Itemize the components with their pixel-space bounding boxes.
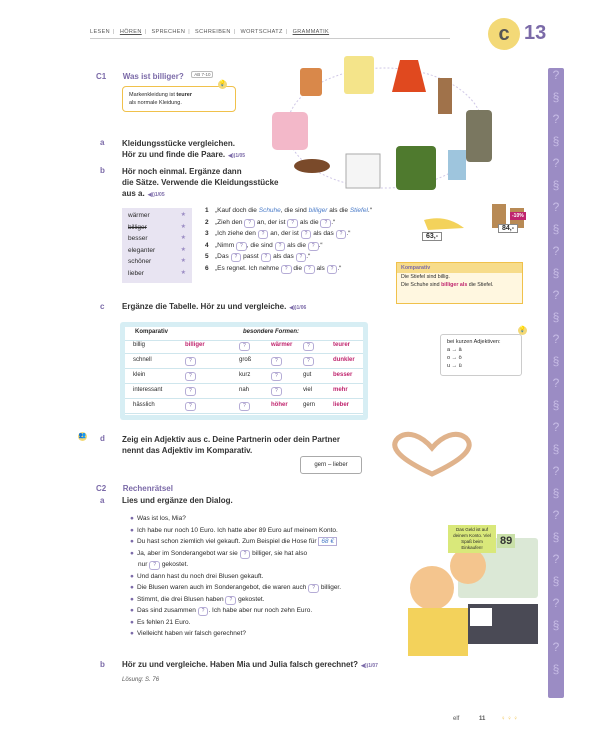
sentence-4: 4 „Nimm ? , die sind ? als die ? .“ [205,241,323,249]
price-tag-2: 84,- [498,224,518,233]
dialog-line: ● Vielleicht haben wir falsch gerechnet? [130,630,246,637]
table-cell: ? [185,357,196,366]
boots-icon [438,78,452,114]
speech-bubble: gern – lieber [300,456,362,474]
c1b-label: b [100,166,105,175]
dialog-line: ● Ich habe nur noch 10 Euro. Ich hatte aber 89 Euro auf meinem Konto. [130,526,338,534]
dress-icon [272,112,308,150]
dialog-line: ● Was ist los, Mia? [130,515,186,522]
table-cell: gut [303,372,312,378]
dialog-line: ● Es fehlen 21 Euro. [130,618,191,626]
gloves-icon [300,68,322,96]
sentence-2: 2 „Zieh den ? an, der ist ? als die ? .“ [205,218,336,226]
table-header: Komparativ besondere Formen: [125,327,363,341]
table-cell: höher [271,402,288,408]
table-cell: ? [239,342,250,351]
table-cell: hässlich [133,402,155,408]
c1-heading [96,66,213,84]
jacket-icon [396,146,436,190]
c1a-label: a [100,138,105,147]
dialog [130,513,400,640]
decorative-sidebar: ? § ? § ? § ? § ? § ? § ? § ? § ? § ? § ? § ? § ? § ? § [548,68,564,698]
table-cell: interessant [133,387,163,393]
table-cell: mehr [333,387,348,393]
komparativ-box: Komparativ Die Stiefel sind billig. Die Schuhe sind billiger als die Stiefel. [396,262,523,304]
c1a-text: Kleidungsstücke vergleichen. Hör zu und finde die Paare. ◀))1/05 [122,138,245,162]
table-cell: ? [271,372,282,381]
nav-sprechen: SPRECHEN [151,29,186,35]
lightbulb-icons: ♀ ♀ ♀ [501,716,518,722]
c2a-label: a [100,496,105,505]
table-cell: ? [185,372,196,381]
yellow-shoes-icon [424,218,464,230]
nav-lesen: LESEN [90,29,111,35]
table-row [125,370,363,384]
table-cell: lieber [333,402,350,408]
table-cell: billig [133,342,146,348]
word-item: besser ★ [128,235,186,242]
lightbulb-icon: 💡 [218,81,227,87]
word-item: schöner ★ [128,258,186,265]
shoes-icon [294,159,330,173]
clothes-illustration [270,50,500,200]
table-cell: ? [303,357,314,366]
note-box: Markenkleidung ist teurer als normale Kleidung. [122,86,236,112]
table-row [125,355,363,369]
c2b-text: Hör zu und vergleiche. Haben Mia und Julia falsch gerechnet? ◀))1/07 [122,660,378,669]
table-cell: schnell [133,357,152,363]
nav-wortschatz: WORTSCHATZ [240,29,283,35]
c1c-label: c [100,302,105,311]
chapter-letter: c [488,18,520,50]
solution-ref: Lösung: S. 76 [122,677,160,683]
nav-grammatik: GRAMMATIK [292,29,330,35]
shirt-icon [344,56,374,94]
nav-divider [90,38,450,39]
c1d-label: d [100,434,105,443]
c2b-label: b [100,660,105,669]
word-item: wärmer ★ [128,212,186,219]
tshirt-icon [346,154,380,188]
coat-icon [466,110,492,162]
discount-badge: -10% [512,213,524,219]
table-cell: billiger [185,342,205,348]
skirt-icon [392,60,426,92]
table-row [125,340,363,354]
table-row [125,400,363,414]
chapter-number: 13 [524,22,547,44]
table-cell: kurz [239,372,251,378]
dialog-line: nur ? gekostet. [138,561,189,568]
audio-icon[interactable]: ◀))1/07 [361,663,378,669]
c1d-text: Zeig ein Adjektiv aus c. Deine Partnerin oder dein Partner nennt das Adjektiv im Komparativ. [122,435,340,455]
dialog-line: ● Ja, aber im Sonderangebot war sie ? billiger, sie hat also [130,549,308,557]
dialog-line: ● Die Blusen waren auch im Sonderangebot, die waren auch ? billiger. [130,584,342,591]
audio-icon[interactable]: ◀))1/05 [228,153,246,159]
footer-brand: elf [453,716,460,722]
heart-hands-illustration [382,430,482,480]
bank-sign: Das Geld ist auf deinem Konto. Viel Spaß beim Einkaufen! [448,525,496,553]
word-list [122,208,192,283]
dialog-line: ● Das sind zusammen ? . Ich habe aber nur noch zehn Euro. [130,607,313,614]
word-item: billiger ★ [128,223,186,231]
dialog-line: ● Du hast schon ziemlich viel gekauft. Zum Beispiel die Hose für 68 € [130,536,400,548]
sentence-3: 3 „Ich ziehe den ? an, der ist ? als das ? .“ [205,230,351,237]
table-cell: ? [239,402,250,411]
table-cell: ? [185,402,196,411]
price-tag-1: 63,- [422,232,442,241]
table-cell: ? [271,357,282,366]
sentence-6: 6 „Es regnet. Ich nehme ? die ? als ? .“ [205,264,342,272]
table-cell: ? [185,387,196,396]
table-row [125,385,363,399]
short-adjectives-box: bei kurzen Adjektiven: a → ä o → ö u → ü [440,334,522,376]
account-screen: 89 [497,534,515,548]
chapter-badge [488,16,550,52]
sentence-5: 5 „Das ? passt ? als das ? .“ [205,253,311,260]
table-cell: teurer [333,342,351,348]
dialog-line: ● Stimmt, die drei Blusen haben ? gekostet. [130,595,265,603]
page-number: 11 [479,716,486,722]
table-cell: gern [303,402,316,408]
c1-title: Was ist billiger? [122,72,184,81]
table-cell: dunkler [333,357,355,363]
table-cell: viel [303,387,313,393]
c1-label: C1 [96,72,107,81]
table-cell: ? [303,342,314,351]
sentence-1: 1 „Kauf doch die Schuhe, die sind billiger als die Stiefel.“ [205,207,372,214]
nav-hoeren: HÖREN [119,29,142,35]
audio-icon[interactable]: ◀))1/05 [147,192,165,198]
section-nav: LESEN | HÖREN | SPRECHEN | SCHREIBEN | WORTSCHATZ | GRAMMATIK [90,29,330,35]
c1c-text: Ergänze die Tabelle. Hör zu und vergleiche. ◀))1/06 [122,302,307,311]
table-cell: ? [271,387,282,396]
komparativ-table [120,322,368,420]
dialog-line: ● Und dann hast du noch drei Blusen gekauft. [130,572,264,580]
table-cell: nah [239,387,250,393]
table-cell: klein [133,372,146,378]
nav-schreiben: SCHREIBEN [195,29,231,35]
c1b-text: Hör noch einmal. Ergänze dann die Sätze. Verwende die Kleidungsstücke aus a. ◀))1/05 [122,166,279,201]
c2a-text: Lies und ergänze den Dialog. [122,496,233,505]
sentences [205,205,415,274]
table-cell: wärmer [271,342,293,348]
partner-icon: 👥 [78,433,87,439]
c2-heading: C2 Rechenrätsel [96,484,173,493]
c1-tag: AB 7-10 [191,71,213,78]
word-item: lieber ★ [128,269,186,277]
table-cell: besser [333,372,353,378]
table-cell: groß [239,357,252,363]
audio-icon[interactable]: ◀))1/06 [289,305,307,311]
socks-icon [448,150,466,180]
word-item: eleganter ★ [128,246,186,254]
lightbulb-icon: 💡 [518,327,527,333]
footer [453,716,518,722]
